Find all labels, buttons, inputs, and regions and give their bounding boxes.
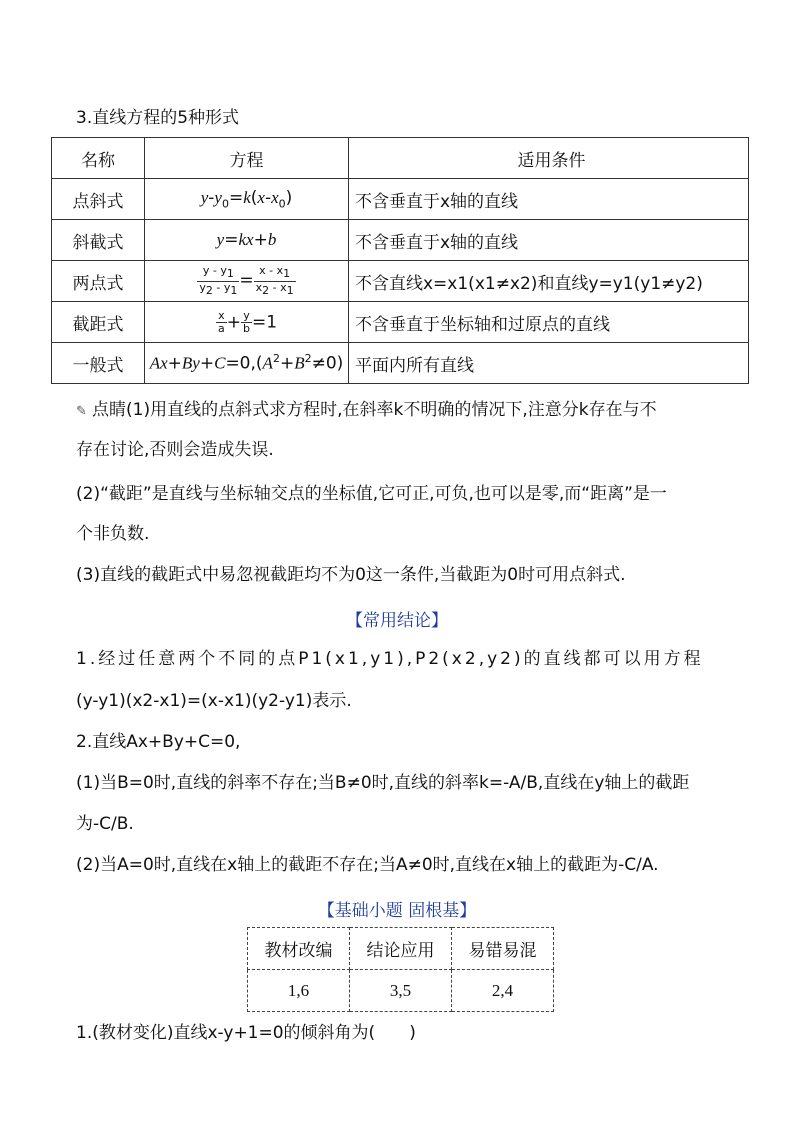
note-p2-line1: (2)“截距”是直线与坐标轴交点的坐标值,它可正,可负,也可以是零,而“距离”是一 [76,484,667,504]
table-row [52,302,749,343]
question-1: 1.(教材变化)直线x-y+1=0的倾斜角为( ) [76,1023,416,1043]
row-name: 点斜式 [52,179,145,220]
table-row [52,179,749,220]
table-row [52,261,749,302]
intercept-equation: $\frac{x}{a}$ + $\frac{y}{b}$ =1 [145,302,349,343]
basic-value-error-prone: 2,4 [452,970,554,1012]
pencil-icon: ✎ [76,404,87,419]
header-name: 名称 [52,138,145,179]
basic-header-error-prone: 易错易混 [452,928,554,970]
basic-header-textbook: 教材改编 [248,928,350,970]
row-name: 斜截式 [52,220,145,261]
row-name: 一般式 [52,343,145,384]
row-name: 两点式 [52,261,145,302]
basic-question-table [247,927,554,1012]
table-header-row [52,138,749,179]
note-p1-line1: 点睛(1)用直线的点斜式求方程时,在斜率k不明确的情况下,注意分k存在与不 [92,400,657,420]
basic-header-conclusion: 结论应用 [350,928,452,970]
row-condition: 不含垂直于坐标轴和过原点的直线 [349,302,749,343]
row-name: 截距式 [52,302,145,343]
table-row [52,220,749,261]
note-p3: (3)直线的截距式中易忽视截距均不为0这一条件,当截距为0时可用点斜式. [76,565,626,585]
slope-intercept-equation: y=kx+b [145,220,349,261]
point-slope-equation: $y-y_0=k(x-x_0)$ [145,179,349,220]
basic-questions-heading: 【基础小题 固根基】 [317,901,477,921]
conclusion-1-line1: 1.经过任意两个不同的点P1(x1,y1),P2(x2,y2)的直线都可以用方程 [76,649,704,669]
conclusion-1-line2: (y-y1)(x2-x1)=(x-x1)(y2-y1)表示. [76,691,352,711]
note-p2-line2: 个非负数. [76,524,150,544]
conclusion-2: 2.直线Ax+By+C=0, [76,732,241,752]
general-equation: $Ax+By+C=0,(A^2+B^2\ne 0)$ [145,343,349,384]
conclusion-2-1-line2: 为-C/B. [76,814,134,834]
note-p1-line2: 存在讨论,否则会造成失误. [76,440,274,460]
row-condition: 不含垂直于x轴的直线 [349,220,749,261]
conclusion-2-2: (2)当A=0时,直线在x轴上的截距不存在;当A≠0时,直线在x轴上的截距为-C/A. [76,855,659,875]
table-row [52,343,749,384]
common-conclusions-heading: 【常用结论】 [346,611,448,631]
conclusion-2-1-line1: (1)当B=0时,直线的斜率不存在;当B≠0时,直线的斜率k=-A/B,直线在y轴上的截距 [76,773,690,793]
line-forms-table [51,137,749,384]
basic-value-conclusion: 3,5 [350,970,452,1012]
two-point-equation: $\frac{y - y_1}{y_2 - y_1}$ = $\frac{x - x_1}{x_2 - x_1}$ [145,261,349,302]
header-equation: 方程 [145,138,349,179]
section-title: 3.直线方程的5种形式 [76,108,240,128]
table-row [248,970,554,1012]
row-condition: 不含直线x=x1(x1≠x2)和直线y=y1(y1≠y2) [349,261,749,302]
row-condition: 平面内所有直线 [349,343,749,384]
basic-value-textbook: 1,6 [248,970,350,1012]
table-row [248,928,554,970]
header-condition: 适用条件 [349,138,749,179]
row-condition: 不含垂直于x轴的直线 [349,179,749,220]
